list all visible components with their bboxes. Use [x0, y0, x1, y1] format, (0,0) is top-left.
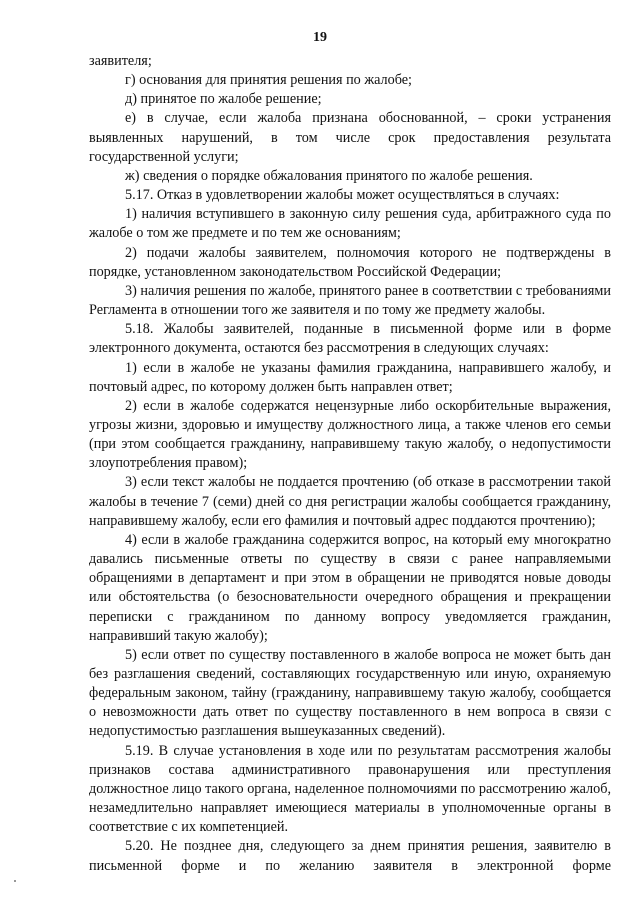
paragraph-14: 4) если в жалобе гражданина содержится вопрос, на который ему многократно давались письменные ответы по существу в связи с ранее направляемыми обращениями в департамент и при этом в обращении не приводятся новые доводы или обстоятельства (о безосновательности очередного обращения и прекращении переписки с гражданином по данному вопросу уведомляется гражданин, направивший такую жалобу);	[89, 531, 611, 644]
paragraph-9: 3) наличия решения по жалобе, принятого ранее в соответствии с требованиями Регламента в отношении того же заявителя и по тому же предмету жалобы.	[89, 282, 611, 319]
paragraph-11: 1) если в жалобе не указаны фамилия гражданина, направившего жалобу, и почтовый адрес, по которому должен быть направлен ответ;	[89, 359, 611, 395]
paragraph-12: 2) если в жалобе содержатся нецензурные либо оскорбительные выражения, угрозы жизни, здоровью и имуществу должностного лица, а также членов его семьи (при этом сообщается гражданину, направившему такую жалобу, о недопустимости злоупотребления правом);	[89, 397, 611, 472]
scan-speck	[14, 880, 16, 882]
paragraph-17: 5.20. Не позднее дня, следующего за днем принятия решения, заявителю в письменной форме и по желанию заявителя в электронной форме	[89, 838, 611, 874]
paragraph-1: заявителя;	[89, 53, 152, 69]
document-text	[89, 52, 611, 876]
paragraph-6: 5.17. Отказ в удовлетворении жалобы может осуществляться в случаях:	[125, 187, 560, 204]
paragraph-2: г) основания для принятия решения по жалобе;	[125, 72, 412, 89]
paragraph-4: е) в случае, если жалоба признана обоснованной, – сроки устранения выявленных нарушений, в том числе срок предоставления результата государственной услуги;	[89, 110, 611, 165]
page-number: 19	[313, 30, 327, 45]
paragraph-10: 5.18. Жалобы заявителей, поданные в письменной форме или в форме электронного документа, остаются без рассмотрения в следующих случаях:	[89, 321, 611, 357]
paragraph-7: 1) наличия вступившего в законную силу решения суда, арбитражного суда по жалобе о том же предмете и по тем же основаниям;	[89, 206, 611, 242]
paragraph-15: 5) если ответ по существу поставленного в жалобе вопроса не может быть дан без разглашения сведений, составляющих государственную или иную, охраняемую федеральным законом, тайну (гражданину, направившему такую жалобу, сообщается о невозможности дать ответ по существу поставленного в нем вопроса в связи с недопустимостью разглашения вышеуказанных сведений).	[89, 646, 611, 740]
paragraph-13: 3) если текст жалобы не поддается прочтению (об отказе в рассмотрении такой жалобы в течение 7 (семи) дней со дня регистрации жалобы сообщается гражданину, направившему жалобу, если его фамилия и почтовый адрес поддаются прочтению);	[89, 474, 611, 529]
paragraph-3: д) принятое по жалобе решение;	[125, 91, 322, 108]
paragraph-16: 5.19. В случае установления в ходе или по результатам рассмотрения жалобы признаков состава административного правонарушения или преступления должностное лицо такого органа, наделенное полномочиями по рассмотрению жалоб, незамедлительно направляет имеющиеся материалы в уполномоченные органы в соответствие с их компетенцией.	[89, 742, 611, 836]
paragraph-8: 2) подачи жалобы заявителем, полномочия которого не подтверждены в порядке, установленном законодательством Российской Федерации;	[89, 244, 611, 280]
paragraph-5: ж) сведения о порядке обжалования принятого по жалобе решения.	[125, 167, 533, 184]
